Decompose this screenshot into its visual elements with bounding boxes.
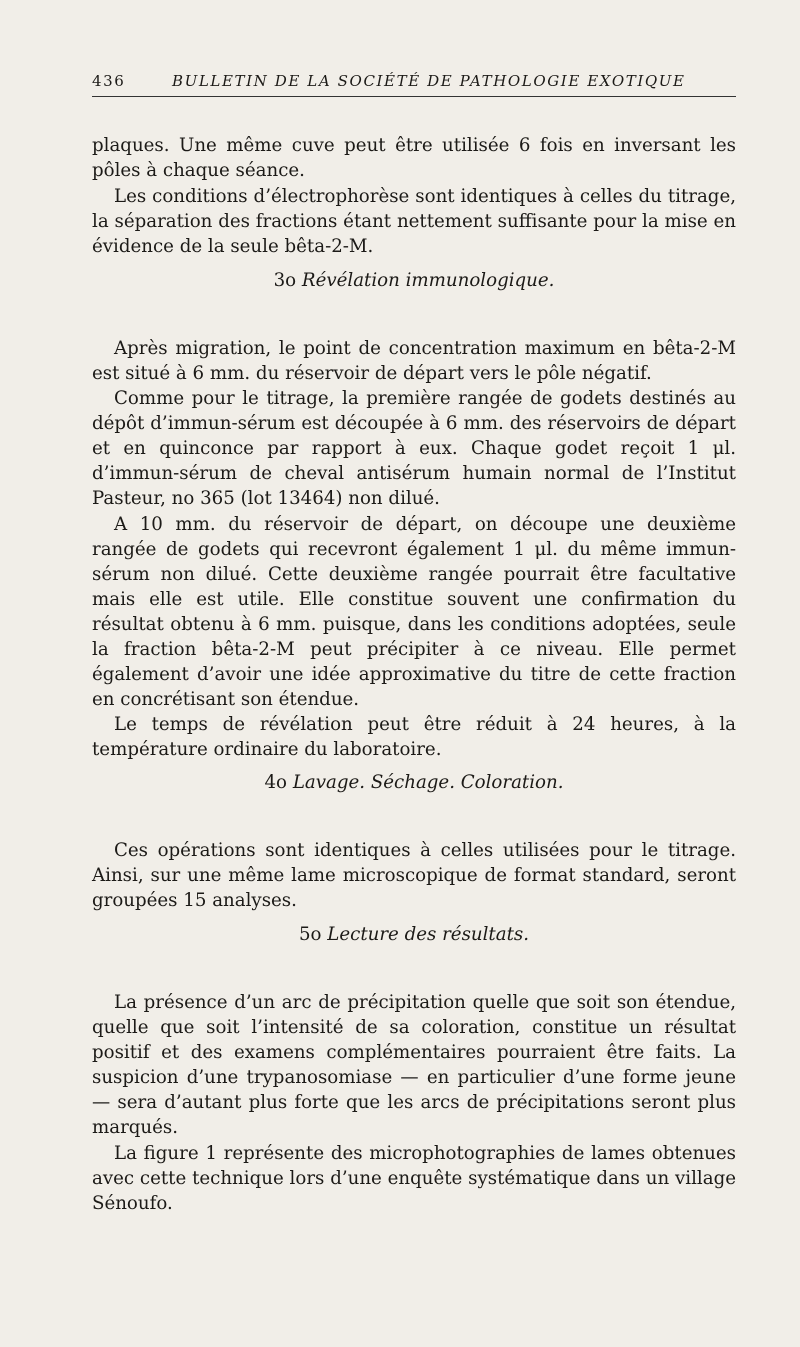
paragraph-results-interpretation: La présence d’un arc de précipitation quelle que soit son étendue, quelle que soit l’intensité de sa coloration, constitue un résultat positif et des examens complémentaires pourraient être faits. La suspicion d’une trypanosomiase — en particulier d’une forme jeune — sera d’autant plus forte que les arcs de précipitations seront plus marqués.: [92, 992, 736, 1139]
journal-title: BULLETIN DE LA SOCIÉTÉ DE PATHOLOGIE EXOTIQUE: [172, 72, 686, 90]
section-heading-washing-drying-staining: [92, 770, 736, 795]
running-head: [92, 68, 736, 97]
paragraph-plaques: plaques. Une même cuve peut être utilisée 6 fois en inversant les pôles à chaque séance.: [92, 135, 736, 182]
section-number-5: 5o: [298, 924, 322, 945]
section-number-4: 4o: [264, 772, 288, 793]
section-number-3: 3o: [273, 270, 297, 291]
paragraph-figure-reference: La figure 1 représente des microphotographies de lames obtenues avec cette technique lors d’une enquête systématique dans un village Sénoufo.: [92, 1143, 736, 1215]
section-title-4: Lavage. Séchage. Coloration.: [292, 772, 564, 793]
section-heading-immunological-revelation: [92, 268, 736, 293]
paragraph-electrophoresis-conditions: Les conditions d’électrophorèse sont identiques à celles du titrage, la séparation des fractions étant nettement suffisante pour la mise en évidence de la seule bêta-2-M.: [92, 186, 736, 258]
paragraph-migration: Après migration, le point de concentration maximum en bêta-2-M est situé à 6 mm. du réservoir de départ vers le pôle négatif.: [92, 338, 736, 385]
paragraph-operations: Ces opérations sont identiques à celles utilisées pour le titrage. Ainsi, sur une même lame microscopique de format standard, seront groupées 15 analyses.: [92, 840, 736, 912]
paragraph-revelation-time: Le temps de révélation peut être réduit à 24 heures, à la température ordinaire du laboratoire.: [92, 714, 736, 761]
section-title-5: Lecture des résultats.: [327, 924, 530, 945]
paragraph-first-row: Comme pour le titrage, la première rangée de godets destinés au dépôt d’immun-sérum est découpée à 6 mm. des réservoirs de départ et en quinconce par rapport à eux. Chaque godet reçoit 1 μl. d’immun-sérum de cheval antisérum humain normal de l’Institut Pasteur, no 365 (lot 13464) non dilué.: [92, 388, 736, 510]
section-heading-reading-results: [92, 922, 736, 947]
section-title-3: Révélation immunologique.: [301, 270, 555, 291]
paragraph-second-row: A 10 mm. du réservoir de départ, on découpe une deuxième rangée de godets qui recevront également 1 μl. du même immun-sérum non dilué. Cette deuxième rangée pourrait être facultative mais elle est utile. Elle constitue souvent une confirmation du résultat obtenu à 6 mm. puisque, dans les conditions adoptées, seule la fraction bêta-2-M peut précipiter à ce niveau. Elle permet également d’avoir une idée approximative du titre de cette fraction en concrétisant son étendue.: [92, 514, 736, 711]
page-number: 436: [92, 72, 126, 90]
